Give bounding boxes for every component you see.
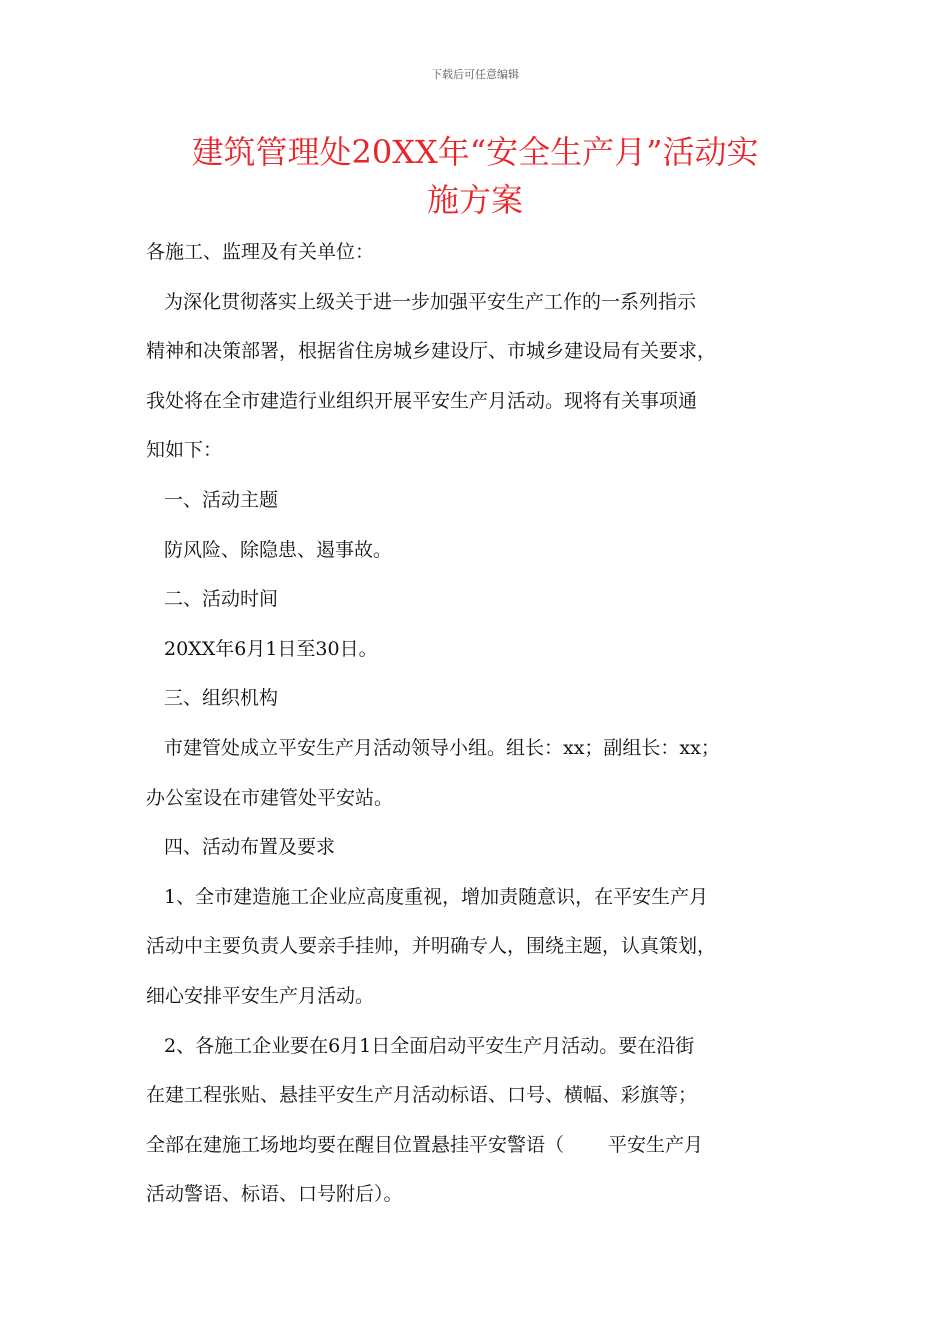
section-1-heading: 一、活动主题: [164, 488, 279, 511]
section-3-body-line-2: 办公室设在市建管处平安站。: [146, 786, 394, 809]
item-1-line-2: 活动中主要负责人要亲手挂帅，并明确专人，围绕主题，认真策划，: [146, 935, 717, 958]
item-2-line-2: 在建工程张贴、悬挂平安生产月活动标语、口号、横幅、彩旗等；: [146, 1084, 698, 1107]
item-2-line-1: 2、各施工企业要在6月1日全面启动平安生产月活动。要在沿街: [164, 1034, 695, 1057]
header-note: 下载后可任意编辑: [431, 68, 519, 81]
intro-line-1: 为深化贯彻落实上级关于进一步加强平安生产工作的一系列指示: [164, 290, 697, 313]
section-3-heading: 三、组织机构: [164, 687, 279, 710]
intro-line-2: 精神和决策部署，根据省住房城乡建设厅、市城乡建设局有关要求，: [146, 340, 717, 363]
document-title: [130, 128, 820, 224]
item-1-line-3: 细心安排平安生产月活动。: [146, 984, 375, 1007]
intro-line-3: 我处将在全市建造行业组织开展平安生产月活动。现将有关事项通: [146, 389, 698, 412]
intro-line-4: 知如下：: [146, 439, 223, 462]
section-1-body: 防风险、除隐患、遏事故。: [164, 538, 393, 561]
document-body: [146, 228, 826, 1220]
section-4-heading: 四、活动布置及要求: [164, 836, 336, 859]
item-2-line-3-tail: 平安生产月: [608, 1133, 704, 1156]
section-2-heading: 二、活动时间: [164, 588, 279, 611]
title-line-2: 施方案: [426, 181, 523, 219]
item-1-line-1: 1、全市建造施工企业应高度重视，增加责随意识，在平安生产月: [164, 885, 709, 908]
title-line-1: 建筑管理处20XX年“安全生产月”活动实: [191, 133, 759, 171]
section-3-body-line-1: 市建管处成立平安生产月活动领导小组。组长：xx；副组长：xx；: [164, 736, 720, 759]
item-2-line-3-text: 全部在建施工场地均要在醒目位置悬挂平安警语（: [146, 1133, 565, 1156]
item-2-line-3: [146, 1121, 826, 1171]
salutation: 各施工、监理及有关单位：: [146, 241, 375, 263]
section-2-body: 20XX年6月1日至30日。: [164, 637, 378, 660]
item-2-line-4: 活动警语、标语、口号附后）。: [146, 1183, 403, 1206]
